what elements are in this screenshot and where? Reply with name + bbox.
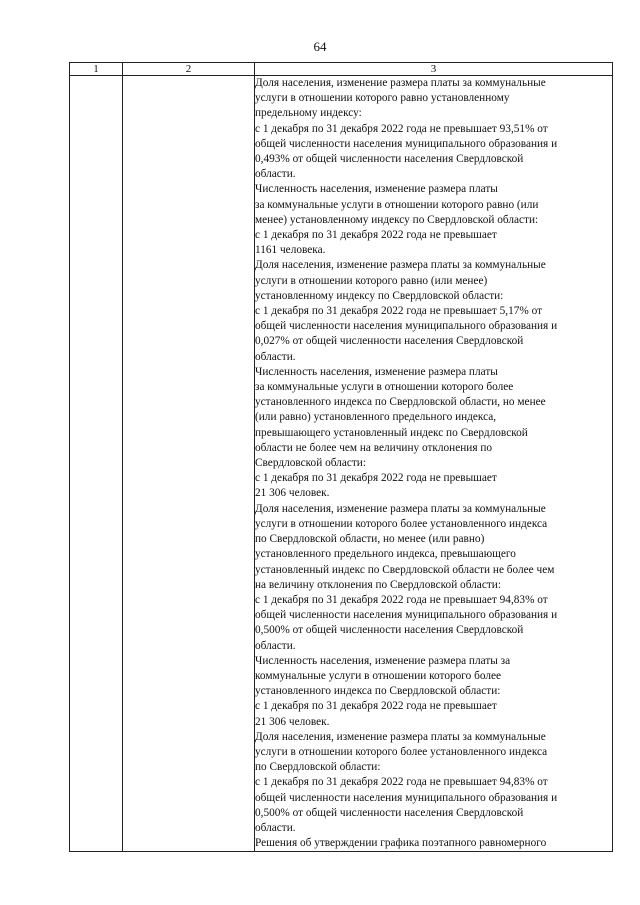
- text-line: 21 306 человек.: [255, 715, 330, 728]
- column-header-3: 3: [255, 63, 613, 76]
- text-line: с 1 декабря по 31 декабря 2022 года не превышает 5,17% от: [255, 305, 543, 318]
- cell-col-1: [70, 76, 123, 852]
- text-line: по Свердловской области:: [255, 761, 381, 774]
- text-line: установленный индекс по Свердловской области не более чем: [255, 563, 555, 576]
- cell-col-2: [123, 76, 255, 852]
- text-line: коммунальные услуги в отношении которого более: [255, 669, 502, 682]
- text-line: области.: [255, 350, 296, 363]
- col-3-text-block: [255, 76, 612, 851]
- column-header-2: 2: [123, 63, 255, 76]
- text-line: на величину отклонения по Свердловской области:: [255, 578, 501, 591]
- text-line: услуги в отношении которого равно установленному: [255, 92, 510, 105]
- text-line: с 1 декабря по 31 декабря 2022 года не превышает 94,83% от: [255, 776, 548, 789]
- text-line: с 1 декабря по 31 декабря 2022 года не превышает 93,51% от: [255, 122, 548, 135]
- text-line: области.: [255, 639, 296, 652]
- text-line: 1161 человека.: [255, 244, 326, 257]
- text-line: (или равно) установленного предельного индекса,: [255, 411, 497, 424]
- text-line: установленного индекса по Свердловской области, но менее: [255, 396, 546, 409]
- text-line: общей численности населения муниципального образования и: [255, 609, 558, 622]
- text-line: Свердловской области:: [255, 457, 366, 470]
- text-line: установленного предельного индекса, превышающего: [255, 548, 516, 561]
- table-header-row: [70, 63, 613, 76]
- text-line: области.: [255, 168, 296, 181]
- text-line: 0,500% от общей численности населения Свердловской: [255, 624, 524, 637]
- text-line: 0,500% от общей численности населения Свердловской: [255, 806, 524, 819]
- text-line: Доля населения, изменение размера платы за коммунальные: [255, 77, 546, 89]
- text-line: Решения об утверждении графика поэтапного равномерного: [255, 837, 547, 850]
- text-line: за коммунальные услуги в отношении которого равно (или: [255, 198, 539, 211]
- text-line: услуги в отношении которого более установленного индекса: [255, 517, 548, 530]
- text-line: с 1 декабря по 31 декабря 2022 года не превышает 94,83% от: [255, 593, 548, 606]
- text-line: 0,493% от общей численности населения Свердловской: [255, 153, 524, 166]
- text-line: области не более чем на величину отклонения по: [255, 441, 493, 454]
- text-line: Доля населения, изменение размера платы за коммунальные: [255, 502, 546, 515]
- text-line: Численность населения, изменение размера платы: [255, 365, 498, 378]
- text-line: с 1 декабря по 31 декабря 2022 года не превышает: [255, 700, 497, 713]
- text-line: общей численности населения муниципального образования и: [255, 791, 558, 804]
- text-line: предельному индексу:: [255, 107, 362, 120]
- document-table: [69, 62, 613, 852]
- table-row: [70, 76, 613, 852]
- text-line: области.: [255, 821, 296, 834]
- text-line: услуги в отношении которого равно (или менее): [255, 274, 488, 287]
- text-line: менее) установленному индексу по Свердловской области:: [255, 213, 539, 226]
- text-line: установленного индекса по Свердловской области:: [255, 685, 501, 698]
- text-line: общей численности населения муниципального образования и: [255, 320, 558, 333]
- column-header-1: 1: [70, 63, 123, 76]
- text-line: 21 306 человек.: [255, 487, 330, 500]
- text-line: за коммунальные услуги в отношении которого более: [255, 381, 514, 394]
- text-line: по Свердловской области, но менее (или равно): [255, 533, 485, 546]
- text-line: установленному индексу по Свердловской области:: [255, 289, 504, 302]
- text-line: 0,027% от общей численности населения Свердловской: [255, 335, 524, 348]
- cell-col-3: [255, 76, 613, 852]
- text-line: Численность населения, изменение размера платы за: [255, 654, 511, 667]
- text-line: превышающего установленный индекс по Свердловской: [255, 426, 528, 439]
- text-line: общей численности населения муниципального образования и: [255, 137, 558, 150]
- text-line: с 1 декабря по 31 декабря 2022 года не превышает: [255, 472, 497, 485]
- text-line: Численность населения, изменение размера платы: [255, 183, 498, 196]
- text-line: Доля населения, изменение размера платы за коммунальные: [255, 259, 546, 272]
- text-line: с 1 декабря по 31 декабря 2022 года не превышает: [255, 229, 497, 242]
- text-line: Доля населения, изменение размера платы за коммунальные: [255, 730, 546, 743]
- text-line: услуги в отношении которого более установленного индекса: [255, 745, 548, 758]
- page-number: 64: [313, 39, 327, 54]
